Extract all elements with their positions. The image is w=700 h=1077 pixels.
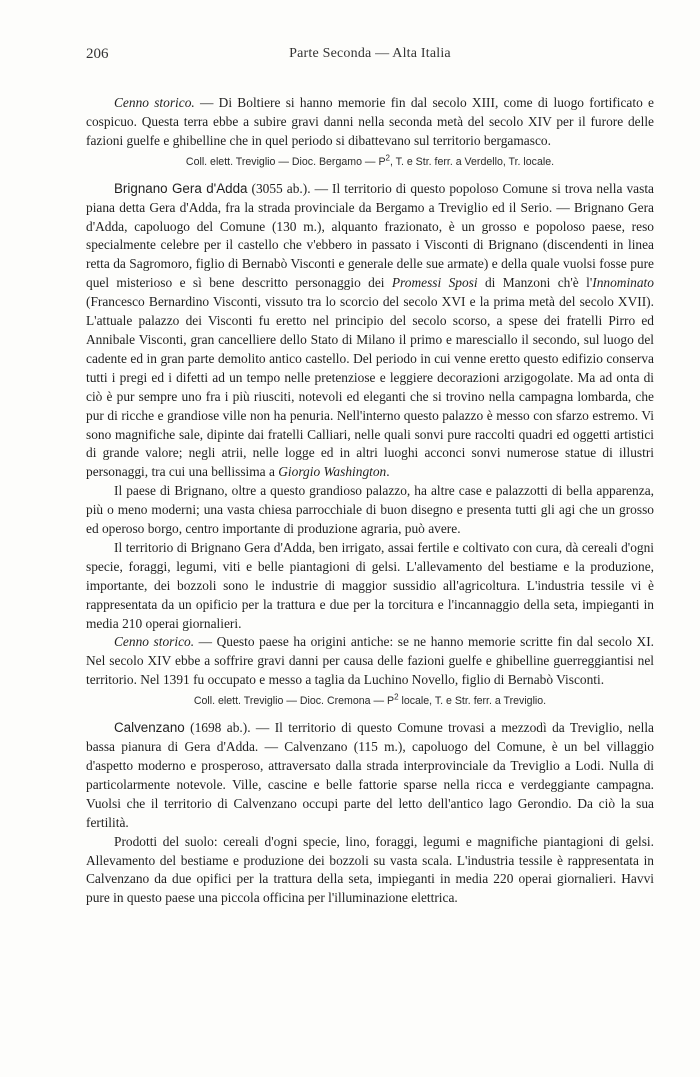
- italic-title: Promessi Sposi: [391, 275, 478, 291]
- paragraph-text: (1698 ab.). — Il territorio di questo Comune trovasi a mezzodì da Treviglio, nella bassa pianura di Gera d'Adda. — Calvenzano (115 m.), capoluogo del Comune, è un bel villaggio d'aspetto moderno e prosperoso, attraversato dalla strada interprovinciale da Treviglio a Lodi. Nulla di particolarmente notevole. Ville, cascine e belle fattorie sparse nella ricca e verdeggiante campagna. Vuolsi che il territorio di Calvenzano occupi parte del letto dell'antico lago Gerondio. Da ciò la sua fertilità.: [86, 720, 654, 830]
- paragraph-text: — Questo paese ha origini antiche: se ne hanno memorie scritte fin dal secolo XI. Nel secolo XIV ebbe a soffrire gravi danni per causa delle fazioni guelfe e ghibelline guerreggiantisi nel territorio. Nel 1391 fu occupato e messo a taglia da Luchino Novello, figlio di Bernabò Visconti.: [86, 634, 654, 688]
- history-label: Cenno storico.: [114, 634, 195, 650]
- brignano-history-paragraph: [86, 633, 654, 690]
- paragraph-text: (Francesco Bernardino Visconti, vissuto tra lo scorcio del secolo XVI e la prima metà del secolo XVII). L'attuale palazzo dei Visconti fu eretto nel principio del secolo scorso, a spese dei fratelli Pirro ed Annibale Visconti, gran cancelliere dello Stato di Milano il primo e maresciallo il secondo, sul luogo del cadente ed in gran parte demolito antico castello. Del periodo in cui venne eretto questo edifizio conserva tutti i pregi ed i difetti ad un tempo nelle pretenziose e leggiere decorazioni arzigogolate. Ma ad onta di ciò è pur sempre uno fra i più riusciti, notevoli ed eleganti che si trovino nella campagna lombarda, che pur di ricche e grandiose ville non ha penuria. Nell'interno questo palazzo è messo con sfarzo estremo. Vi sono magnifiche sale, dipinte dai fratelli Calliari, nelle quali sonvi pure raccolti quadri ed oggetti artistici di grande valore; negli atrii, nelle logge ed in altri luoghi acconci sonvi numerose statue di illustri personaggi, tra cui una bellissima a: [86, 294, 654, 480]
- note-text: locale, T. e Str. ferr. a Treviglio.: [398, 695, 547, 708]
- paragraph-text: di Manzoni ch'è l': [477, 275, 593, 291]
- entry-heading: Calvenzano: [114, 720, 185, 736]
- note-text: Coll. elett. Treviglio — Dioc. Cremona — P: [193, 695, 395, 708]
- note-text: Coll. elett. Treviglio — Dioc. Bergamo — P: [185, 155, 386, 168]
- brignano-village-paragraph: Il paese di Brignano, oltre a questo grandioso palazzo, ha altre case e palazzotti di bella apparenza, più o meno moderni; una vasta chiesa parrocchiale di buon disegno e presenta tutti gli agi che un grosso ed operoso borgo, centro importante di produzione agraria, può avere.: [86, 483, 654, 537]
- paragraph-text: — Di Boltiere si hanno memorie fin dal secolo XIII, come di luogo fortificato e cospicuo. Questa terra ebbe a subire gravi danni nella seconda metà del secolo XIV per il furore delle fazioni guelfe e ghibelline che in quel periodo si dibattevano sul territorio bergamasco.: [86, 95, 654, 148]
- history-label: Cenno storico.: [114, 95, 195, 110]
- page-body: [86, 94, 654, 908]
- entry-heading: Brignano Gera d'Adda: [114, 180, 248, 196]
- calvenzano-intro-paragraph: [86, 719, 654, 832]
- note-text: , T. e Str. ferr. a Verdello, Tr. locale.: [389, 155, 555, 168]
- paragraph-text: (3055 ab.). — Il territorio di questo popoloso Comune si trova nella vasta piana detta Gera d'Adda, fra la strada provinciale da Bergamo a Treviglio ed il Serio. — Brignano Gera d'Adda, capoluogo del Comune (130 m.), alquanto frazionato, è un grosso e popoloso paese, reso specialmente celebre per il castello che v'ebbero in passato i Visconti di Brignano (discendenti in linea retta da Sagromoro, figlio di Bernabò Visconti e generale delle sue armate) e della quale vuolsi fosse pure quel misterioso e sì bene descritto personaggio dei: [86, 180, 654, 291]
- page-header: [86, 46, 654, 68]
- italic-title: Giorgio Washington: [278, 464, 387, 480]
- note-superscript: 2: [394, 692, 399, 702]
- paragraph-text: .: [386, 464, 390, 480]
- boltiere-history-paragraph: [86, 94, 654, 151]
- calvenzano-products-paragraph: Prodotti del suolo: cereali d'ogni specie, lino, foraggi, legumi e magnifiche piantagioni di gelsi. Allevamento del bestiame e produzione dei bozzoli su vasta scala. L'industria tessile è rappresentata in Calvenzano da due opifici per la trattura della seta, impieganti in media 220 operai giornalieri. Havvi pure in questo paese una piccola officina per l'illuminazione elettrica.: [86, 833, 654, 906]
- page-number: 206: [86, 46, 109, 62]
- brignano-territory-paragraph: Il territorio di Brignano Gera d'Adda, ben irrigato, assai fertile e coltivato con cura, dà cereali d'ogni specie, foraggi, legumi, viti e belle piantagioni di gelsi. L'allevamento del bestiame e la produzione, importante, dei bozzoli sono le industrie di maggior sussidio all'agricoltura. L'industria tessile vi è rappresentata da un opificio per la trattura e due per la torcitura e l'incannaggio della seta, impieganti in media 210 operai giornalieri.: [86, 539, 654, 631]
- running-title: Parte Seconda — Alta Italia: [289, 46, 451, 61]
- boltiere-admin-note: [86, 155, 654, 169]
- italic-title: Innominato: [592, 275, 654, 291]
- brignano-intro-paragraph: [86, 180, 654, 483]
- note-superscript: 2: [385, 153, 390, 163]
- brignano-admin-note: [86, 694, 654, 708]
